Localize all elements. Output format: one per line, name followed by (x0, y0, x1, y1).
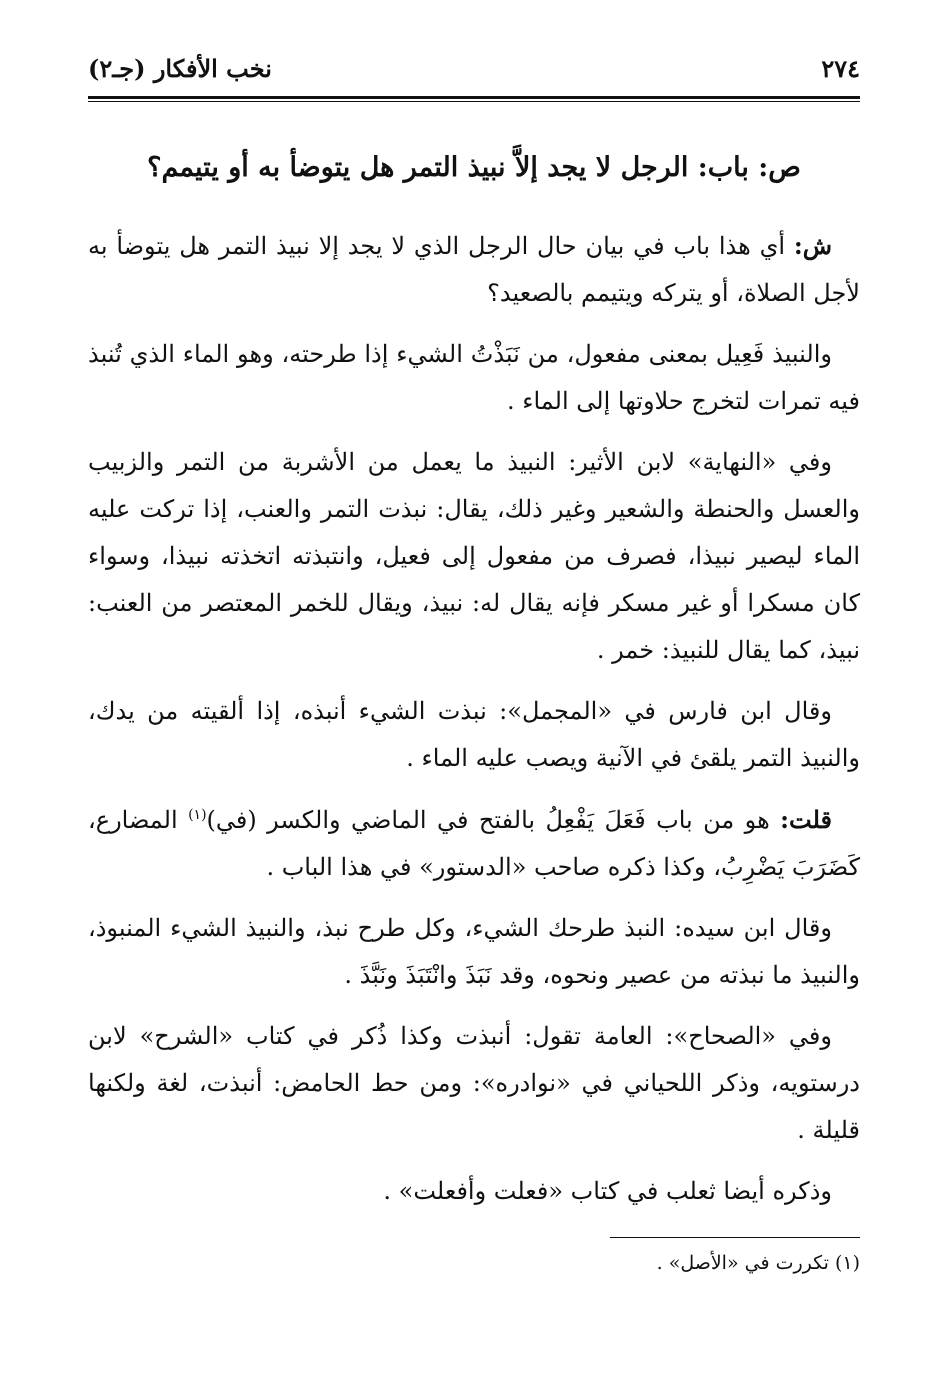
header-rule-thin (88, 101, 860, 102)
paragraph-7: وفي «الصحاح»: العامة تقول: أنبذت وكذا ذُكر في كتاب «الشرح» لابن درستويه، وذكر اللحياني في «نوادره»: ومن حط الحامض: أنبذت، لغة ولكنها قليلة . (88, 1022, 860, 1144)
paragraph-4: وقال ابن فارس في «المجمل»: نبذت الشيء أنبذه، إذا ألقيته من يدك، والنبيذ التمر يلقئ في الآنية ويصب عليه الماء . (88, 697, 860, 772)
paragraph-2: والنبيذ فَعِيل بمعنى مفعول، من نَبَذْتُ الشيء إذا طرحته، وهو الماء الذي تُنبذ فيه تمرات لتخرج حلاوتها إلى الماء . (88, 340, 860, 415)
header-rule-thick (88, 96, 860, 99)
qultu-marker: قلت: (780, 805, 833, 834)
chapter-title: ص: باب: الرجل لا يجد إلاَّ نبيذ التمر هل يتوضأ به أو يتيمم؟ (147, 152, 801, 183)
footnote: (١) تكررت في «الأصل» . (656, 1252, 860, 1274)
paragraph-3: وفي «النهاية» لابن الأثير: النبيذ ما يعمل من الأشربة من التمر والزبيب والعسل والحنطة والشعير وغير ذلك، يقال: نبذت التمر والعنب، إذا تركت عليه الماء ليصير نبيذا، فصرف من مفعول إلى فعيل، وانتبذته اتخذته نبيذا، وسواء كان مسكرا أو غير مسكر فإنه يقال له: نبيذ، ويقال للخمر المعتصر من العنب: نبيذ، كما يقال للنبيذ: خمر . (88, 448, 860, 664)
footnote-rule (610, 1237, 860, 1238)
page (88, 54, 860, 1278)
commentary-marker: ش: (793, 231, 832, 260)
paragraph-6: وقال ابن سيده: النبذ طرحك الشيء، وكل طرح نبذ، والنبيذ الشيء المنبوذ، والنبيذ ما نبذته من عصير ونحوه، وقد نَبَذَ وانْتَبَذَ ونَبَّذَ . (88, 914, 860, 989)
footnote-reference[interactable]: (١) (188, 807, 207, 823)
paragraph-5-text-after: المضارع، كَضَرَبَ يَضْرِبُ، وكذا ذكره صاحب «الدستور» في هذا الباب . (88, 806, 860, 881)
page-number: ٢٧٤ (821, 54, 860, 83)
paragraph-1-text: أي هذا باب في بيان حال الرجل الذي لا يجد إلا نبيذ التمر هل يتوضأ به لأجل الصلاة، أو يتركه ويتيمم بالصعيد؟ (88, 232, 860, 307)
body-text (88, 222, 860, 1215)
paragraph-1 (88, 222, 860, 317)
running-head (88, 54, 860, 94)
paragraph-8: وذكره أيضا ثعلب في كتاب «فعلت وأفعلت» . (383, 1177, 832, 1205)
paragraph-5 (88, 796, 860, 891)
book-title: نخب الأفكار (جـ٢) (88, 54, 272, 83)
paragraph-5-text-before: هو من باب فَعَلَ يَفْعِلُ بالفتح في الماضي والكسر (في) (206, 806, 781, 834)
